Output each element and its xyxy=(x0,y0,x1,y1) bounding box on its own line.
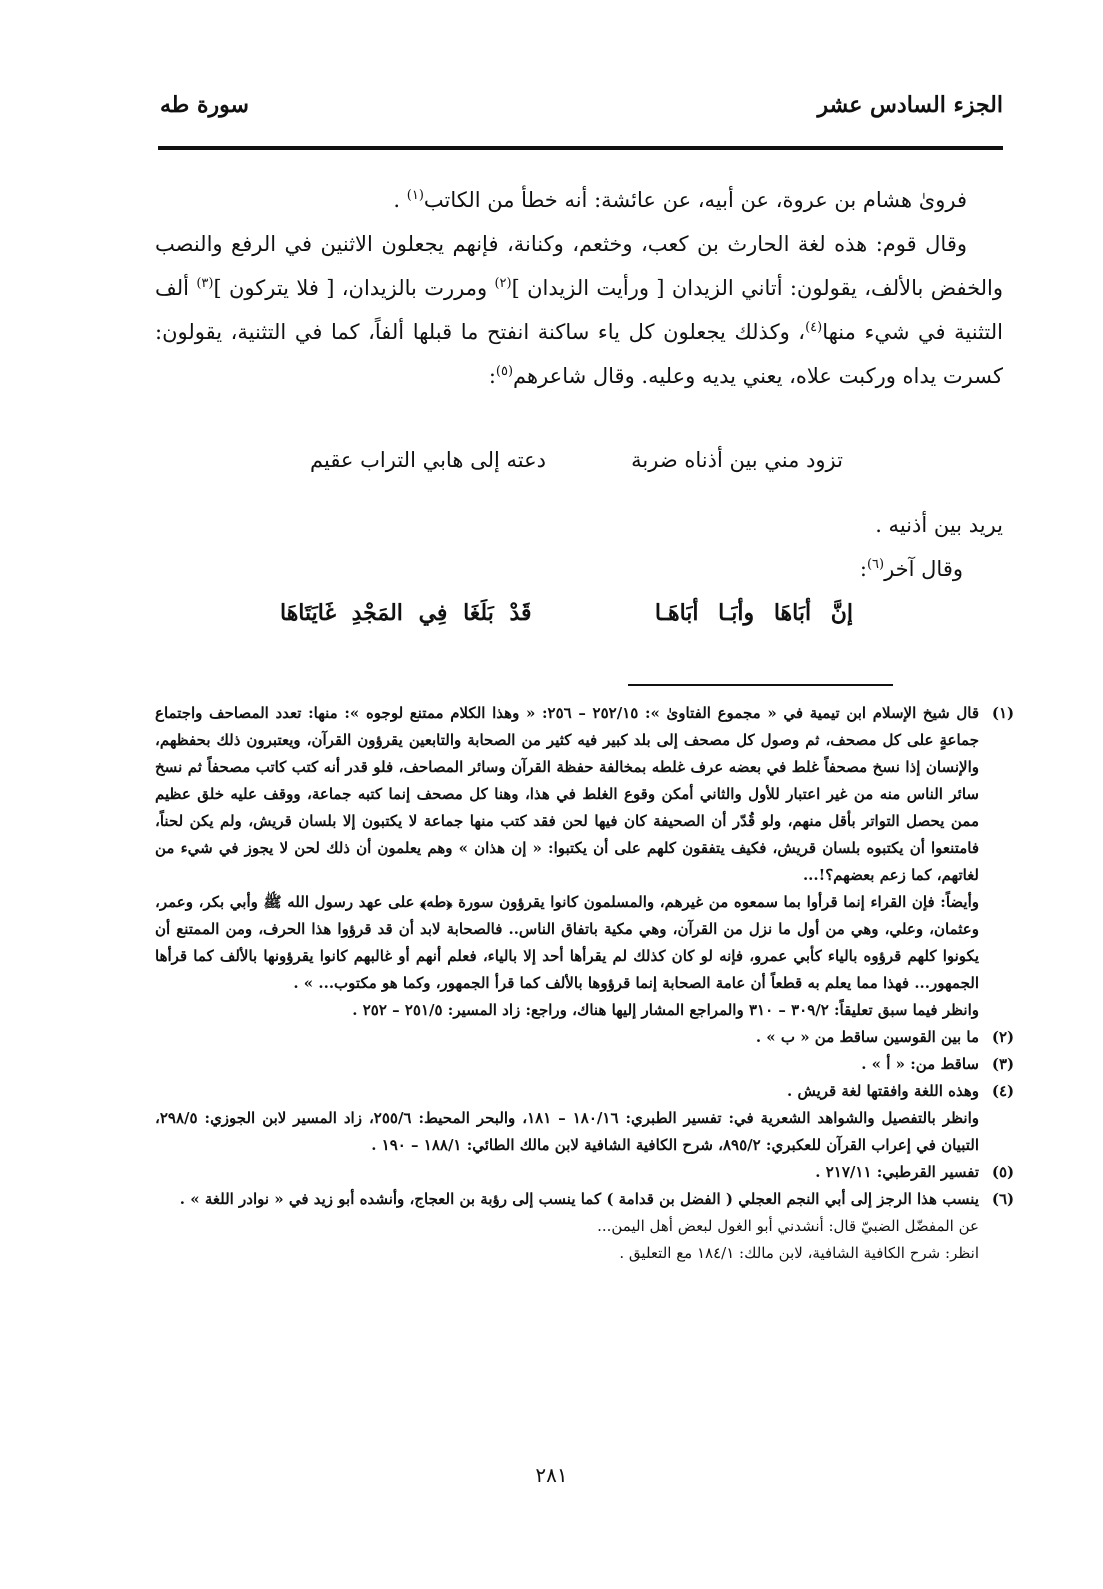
footnote-1 xyxy=(155,700,1023,1024)
footnote-paragraph: قال شيخ الإسلام ابن تيمية في « مجموع الفتاوىٰ »: ٢٥٢/١٥ – ٢٥٦: « وهذا الكلام ممتنع لوجوه »: منها: تعدد المصاحف واجتماع جماعةٍ على كل مصحف، ثم وصول كل مصحف إلى بلد كبير فيه كثير من الصحابة والتابعين يقرؤون القرآن، ويعتبرون ذلك بحفظهم، والإنسان إذا نسخ مصحفاً غلط في بعضه عرف غلطه بمخالفة حفظة القرآن وسائر المصاحف، فلو قدر أنه كتب كاتب مصحفاً ثم نسخ سائر الناس منه من غير اعتبار للأول والثاني أمكن وقوع الغلط في هذا، وهنا كل مصحف إنما كتبه جماعة، ووقف عليه خلق عظيم ممن يحصل التواتر بأقل منهم، ولو قُدّر أن الصحيفة كان فيها لحن فقد كتب منها جماعة لا يكتبون إلا بلسان قريش، ولم يكن لحناً، فامتنعوا أن يكتبوه بلسان قريش، فكيف يتفقون كلهم على أن يكتبوا: « إن هذان » وهم يعلمون أن ذلك لحن لا يجوز في شيء من لغاتهم، كما زعم بعضهم؟!... xyxy=(155,704,979,884)
footnote-body xyxy=(155,1078,979,1159)
footnotes xyxy=(155,700,1023,1267)
footnote-paragraph: ما بين القوسين ساقط من « ب » . xyxy=(755,1028,979,1046)
paragraph-1-text: فروىٰ هشام بن عروة، عن أبيه، عن عائشة: أنه خطأ من الكاتب xyxy=(423,188,967,212)
paragraph-2-part-b: ومررت بالزيدان، [ فلا يتركون ] xyxy=(213,276,495,300)
verse-2-second-hemistich: قَدْ بَلَغَا فِي المَجْدِ غَايَتَاهَا xyxy=(280,600,532,626)
another-poet-colon: : xyxy=(859,557,867,581)
footnote-paragraph: وهذه اللغة وافقتها لغة قريش . xyxy=(787,1082,979,1100)
poem-verse-2 xyxy=(280,600,853,644)
running-header xyxy=(160,92,1003,132)
paragraph-2-part-c: ألف التثنية في شيء منها xyxy=(155,276,1003,344)
after-verse-text xyxy=(155,503,1003,591)
footnote-paragraph: ساقط من: « أ » . xyxy=(861,1055,979,1073)
footnote-paragraph: وانظر فيما سبق تعليقاً: ٣٠٩/٢ – ٣١٠ والمراجع المشار إليها هناك، وراجع: زاد المسير: ٢٥١/٥ – ٢٥٢ . xyxy=(352,1001,979,1019)
footnote-body xyxy=(155,1051,979,1078)
footnote-2 xyxy=(155,1024,1023,1051)
footnote-number: (٦) xyxy=(991,1190,1015,1208)
footnote-separator xyxy=(628,684,893,686)
part-title: الجزء السادس عشر xyxy=(817,92,1003,118)
footnote-number: (٥) xyxy=(991,1163,1015,1181)
another-poet-intro xyxy=(155,547,1003,591)
footnote-ref-4[interactable]: (٤) xyxy=(805,320,823,335)
paragraph-2-part-a: وقال قوم: هذه لغة الحارث بن كعب، وخثعم، وكنانة، فإنهم يجعلون الاثنين في الرفع والنصب والخفض بالألف، يقولون: أتاني الزيدان [ ورأيت الزيدان ] xyxy=(155,232,1003,300)
verse-1-first-hemistich: تزود مني بين أذناه ضربة xyxy=(631,448,843,472)
footnote-6 xyxy=(155,1186,1023,1267)
footnote-paragraph: ينسب هذا الرجز إلى أبي النجم العجلي ( الفضل بن قدامة ) كما ينسب إلى رؤبة بن العجاج، وأنشده أبو زيد في « نوادر اللغة » . xyxy=(179,1190,979,1208)
footnote-ref-1[interactable]: (١) xyxy=(406,188,424,203)
footnote-ref-5[interactable]: (٥) xyxy=(495,364,514,379)
footnote-body xyxy=(155,1186,979,1267)
footnote-3 xyxy=(155,1051,1023,1078)
footnote-ref-2[interactable]: (٢) xyxy=(494,276,512,291)
paragraph-2-part-e: : xyxy=(488,364,496,388)
footnote-ref-6[interactable]: (٦) xyxy=(866,557,885,572)
footnote-number: (٢) xyxy=(991,1028,1015,1046)
footnote-ref-3[interactable]: (٣) xyxy=(196,276,214,291)
verse-explanation: يريد بين أذنيه . xyxy=(875,513,1003,537)
paragraph-1 xyxy=(155,178,1003,222)
verse-1-second-hemistich: دعته إلى هابي التراب عقيم xyxy=(310,448,546,472)
footnote-number: (١) xyxy=(991,704,1015,722)
poem-verse-1 xyxy=(260,448,843,488)
footnote-body xyxy=(155,700,979,1024)
paragraph-2-part-d: ، وكذلك يجعلون كل ياء ساكنة انفتح ما قبلها ألفاً، كما في التثنية، يقولون: كسرت يداه وركبت علاه، يعني يديه وعليه. وقال شاعرهم xyxy=(155,320,1003,388)
verse-2-first-hemistich: إنَّ أبَاهَا وأبَـا أبَاهَـا xyxy=(654,600,853,626)
footnote-number: (٣) xyxy=(991,1055,1015,1073)
another-poet-text: وقال آخر xyxy=(884,557,963,581)
footnote-paragraph: وأيضاً: فإن القراء إنما قرأوا بما سمعوه من غيرهم، والمسلمون كانوا يقرؤون سورة ﴿طه﴾ على عهد رسول الله ﷺ وأبي بكر، وعمر، وعثمان، وعلي، وهي من أول ما نزل من القرآن، وهي مكية باتفاق الناس.. فالصحابة لابد أن قد قرؤوا هذا الحرف، ومن الممتنع أن يكونوا كلهم قرؤوه بالياء كأبي عمرو، فإنه لو كان كذلك لم يقرأها أحد إلا بالياء، فعلم أنهم أو غالبهم كانوا يقرؤونها بالألف كما قرأها الجمهور... فهذا مما يعلم به قطعاً أن عامة الصحابة إنما قرؤوها بالألف كما قرأ الجمهور، وكما هو مكتوب... » . xyxy=(155,893,979,992)
footnote-paragraph: عن المفضّل الضبيّ قال: أنشدني أبو الغول لبعض أهل اليمن... xyxy=(597,1217,979,1235)
footnote-5 xyxy=(155,1159,1023,1186)
paragraph-1-end: . xyxy=(393,188,407,212)
paragraph-2 xyxy=(155,222,1003,398)
surah-title: سورة طه xyxy=(160,92,249,118)
footnote-paragraph: وانظر بالتفصيل والشواهد الشعرية في: تفسير الطبري: ١٨٠/١٦ – ١٨١، والبحر المحيط: ٢٥٥/٦، زاد المسير لابن الجوزي: ٢٩٨/٥، التبيان في إعراب القرآن للعكبري: ٨٩٥/٢، شرح الكافية الشافية لابن مالك الطائي: ١٨٨/١ – ١٩٠ . xyxy=(155,1109,979,1154)
page-number: ٢٨١ xyxy=(535,1463,568,1487)
footnote-4 xyxy=(155,1078,1023,1159)
footnote-body xyxy=(155,1159,979,1186)
main-text xyxy=(155,178,1003,398)
footnote-paragraph: انظر: شرح الكافية الشافية، لابن مالك: ١٨٤/١ مع التعليق . xyxy=(619,1244,979,1262)
footnote-body xyxy=(155,1024,979,1051)
header-rule xyxy=(158,146,1003,150)
footnote-number: (٤) xyxy=(991,1082,1015,1100)
footnote-paragraph: تفسير القرطبي: ٢١٧/١١ . xyxy=(815,1163,979,1181)
